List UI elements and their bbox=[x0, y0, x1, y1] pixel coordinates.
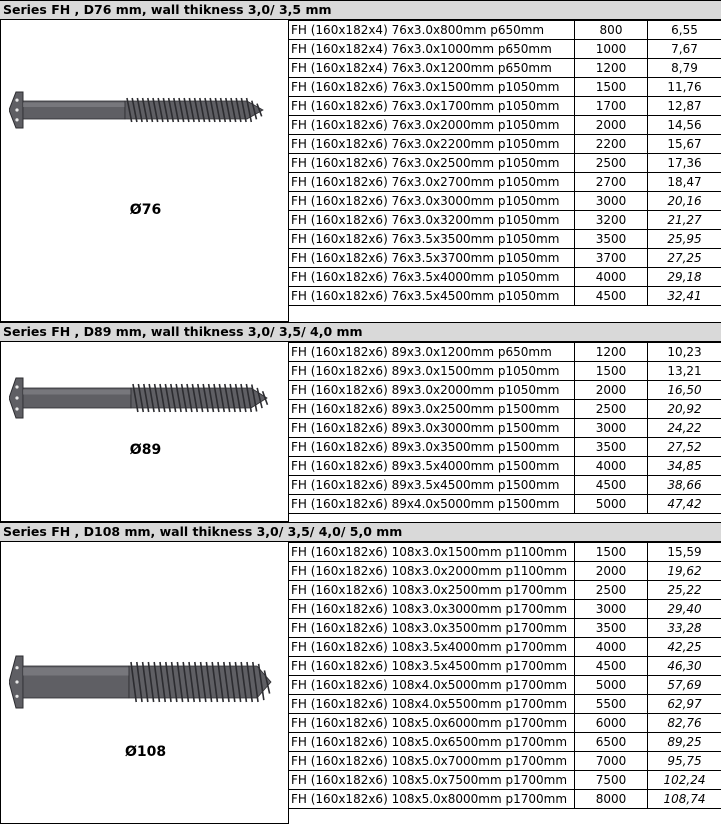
series-d89 bbox=[0, 322, 721, 522]
product-image-cell bbox=[0, 342, 289, 522]
weight-cell: 10,23 bbox=[648, 343, 721, 362]
weight-cell: 89,25 bbox=[648, 733, 721, 752]
spec-table bbox=[288, 20, 721, 306]
weight-cell: 38,66 bbox=[648, 476, 721, 495]
weight-cell: 11,76 bbox=[648, 78, 721, 97]
product-name-cell: FH (160x182x6) 89x3.0x3500mm p1500mm bbox=[289, 438, 575, 457]
weight-cell: 15,67 bbox=[648, 135, 721, 154]
length-cell: 1200 bbox=[575, 59, 648, 78]
product-name-cell: FH (160x182x6) 76x3.5x4000mm p1050mm bbox=[289, 268, 575, 287]
weight-cell: 102,24 bbox=[648, 771, 721, 790]
length-cell: 1000 bbox=[575, 40, 648, 59]
product-name-cell: FH (160x182x6) 89x3.0x1500mm p1050mm bbox=[289, 362, 575, 381]
product-name-cell: FH (160x182x6) 108x5.0x8000mm p1700mm bbox=[289, 790, 575, 809]
weight-cell: 33,28 bbox=[648, 619, 721, 638]
length-cell: 7000 bbox=[575, 752, 648, 771]
product-name-cell: FH (160x182x6) 76x3.0x1500mm p1050mm bbox=[289, 78, 575, 97]
ground-screw-image bbox=[9, 654, 273, 710]
length-cell: 2500 bbox=[575, 154, 648, 173]
product-name-cell: FH (160x182x6) 108x5.0x7000mm p1700mm bbox=[289, 752, 575, 771]
product-name-cell: FH (160x182x6) 89x4.0x5000mm p1500mm bbox=[289, 495, 575, 514]
weight-cell: 16,50 bbox=[648, 381, 721, 400]
weight-cell: 18,47 bbox=[648, 173, 721, 192]
table-row bbox=[289, 97, 721, 116]
product-name-cell: FH (160x182x6) 108x3.0x1500mm p1100mm bbox=[289, 543, 575, 562]
product-name-cell: FH (160x182x6) 108x3.0x2000mm p1100mm bbox=[289, 562, 575, 581]
product-name-cell: FH (160x182x6) 76x3.0x2500mm p1050mm bbox=[289, 154, 575, 173]
table-row bbox=[289, 676, 721, 695]
weight-cell: 47,42 bbox=[648, 495, 721, 514]
weight-cell: 13,21 bbox=[648, 362, 721, 381]
table-row bbox=[289, 495, 721, 514]
product-name-cell: FH (160x182x6) 108x5.0x6500mm p1700mm bbox=[289, 733, 575, 752]
product-name-cell: FH (160x182x6) 89x3.0x2500mm p1500mm bbox=[289, 400, 575, 419]
weight-cell: 29,40 bbox=[648, 600, 721, 619]
length-cell: 3200 bbox=[575, 211, 648, 230]
flange-bolt-hole bbox=[15, 680, 18, 683]
table-row bbox=[289, 619, 721, 638]
product-name-cell: FH (160x182x4) 76x3.0x1200mm p650mm bbox=[289, 59, 575, 78]
weight-cell: 25,95 bbox=[648, 230, 721, 249]
spec-table bbox=[288, 342, 721, 514]
length-cell: 2200 bbox=[575, 135, 648, 154]
spec-table-body bbox=[289, 21, 721, 306]
diameter-label: Ø76 bbox=[129, 202, 162, 218]
table-row bbox=[289, 695, 721, 714]
weight-cell: 108,74 bbox=[648, 790, 721, 809]
spec-table-body bbox=[289, 343, 721, 514]
spec-table-body bbox=[289, 543, 721, 809]
table-row bbox=[289, 287, 721, 306]
ground-screw-image bbox=[9, 90, 271, 130]
series-title: Series FH , D89 mm, wall thikness 3,0/ 3,5/ 4,0 mm bbox=[0, 322, 721, 342]
product-name-cell: FH (160x182x6) 108x4.0x5000mm p1700mm bbox=[289, 676, 575, 695]
pipe-highlight bbox=[23, 668, 129, 676]
pipe-highlight bbox=[23, 103, 125, 108]
weight-cell: 32,41 bbox=[648, 287, 721, 306]
table-row bbox=[289, 657, 721, 676]
length-cell: 2500 bbox=[575, 581, 648, 600]
flange-bolt-hole bbox=[15, 99, 18, 102]
length-cell: 1500 bbox=[575, 543, 648, 562]
length-cell: 3500 bbox=[575, 619, 648, 638]
length-cell: 3500 bbox=[575, 438, 648, 457]
ground-screw-image bbox=[9, 376, 271, 420]
length-cell: 6500 bbox=[575, 733, 648, 752]
table-row bbox=[289, 638, 721, 657]
length-cell: 4000 bbox=[575, 268, 648, 287]
weight-cell: 25,22 bbox=[648, 581, 721, 600]
product-name-cell: FH (160x182x6) 108x3.0x3500mm p1700mm bbox=[289, 619, 575, 638]
weight-cell: 21,27 bbox=[648, 211, 721, 230]
table-row bbox=[289, 600, 721, 619]
product-name-cell: FH (160x182x6) 76x3.0x2000mm p1050mm bbox=[289, 116, 575, 135]
table-row bbox=[289, 59, 721, 78]
weight-cell: 17,36 bbox=[648, 154, 721, 173]
flange-bolt-hole bbox=[15, 407, 18, 410]
length-cell: 3000 bbox=[575, 192, 648, 211]
series-d76 bbox=[0, 0, 721, 322]
weight-cell: 20,92 bbox=[648, 400, 721, 419]
product-name-cell: FH (160x182x6) 76x3.5x3500mm p1050mm bbox=[289, 230, 575, 249]
flange-bolt-hole bbox=[15, 108, 18, 111]
product-name-cell: FH (160x182x6) 89x3.5x4000mm p1500mm bbox=[289, 457, 575, 476]
length-cell: 2000 bbox=[575, 381, 648, 400]
table-row bbox=[289, 40, 721, 59]
table-row bbox=[289, 562, 721, 581]
table-row bbox=[289, 173, 721, 192]
flange-bolt-hole bbox=[15, 666, 18, 669]
product-name-cell: FH (160x182x6) 76x3.0x3000mm p1050mm bbox=[289, 192, 575, 211]
product-name-cell: FH (160x182x6) 108x3.5x4000mm p1700mm bbox=[289, 638, 575, 657]
length-cell: 2500 bbox=[575, 400, 648, 419]
length-cell: 5000 bbox=[575, 676, 648, 695]
table-row bbox=[289, 192, 721, 211]
table-row bbox=[289, 543, 721, 562]
length-cell: 6000 bbox=[575, 714, 648, 733]
table-row bbox=[289, 752, 721, 771]
table-row bbox=[289, 249, 721, 268]
table-row bbox=[289, 381, 721, 400]
series-title: Series FH , D108 mm, wall thikness 3,0/ 3,5/ 4,0/ 5,0 mm bbox=[0, 522, 721, 542]
length-cell: 2700 bbox=[575, 173, 648, 192]
product-name-cell: FH (160x182x6) 76x3.0x2700mm p1050mm bbox=[289, 173, 575, 192]
table-row bbox=[289, 343, 721, 362]
weight-cell: 6,55 bbox=[648, 21, 721, 40]
weight-cell: 27,25 bbox=[648, 249, 721, 268]
length-cell: 4500 bbox=[575, 287, 648, 306]
weight-cell: 12,87 bbox=[648, 97, 721, 116]
table-row bbox=[289, 78, 721, 97]
product-name-cell: FH (160x182x6) 76x3.0x2200mm p1050mm bbox=[289, 135, 575, 154]
product-name-cell: FH (160x182x6) 108x3.5x4500mm p1700mm bbox=[289, 657, 575, 676]
table-row bbox=[289, 135, 721, 154]
weight-cell: 19,62 bbox=[648, 562, 721, 581]
length-cell: 3700 bbox=[575, 249, 648, 268]
product-image-cell bbox=[0, 20, 289, 322]
weight-cell: 27,52 bbox=[648, 438, 721, 457]
diameter-label: Ø89 bbox=[129, 442, 162, 458]
length-cell: 3000 bbox=[575, 600, 648, 619]
table-row bbox=[289, 21, 721, 40]
table-row bbox=[289, 400, 721, 419]
weight-cell: 42,25 bbox=[648, 638, 721, 657]
product-name-cell: FH (160x182x6) 89x3.0x3000mm p1500mm bbox=[289, 419, 575, 438]
table-row bbox=[289, 581, 721, 600]
length-cell: 2000 bbox=[575, 116, 648, 135]
weight-cell: 34,85 bbox=[648, 457, 721, 476]
table-row bbox=[289, 230, 721, 249]
series-d108 bbox=[0, 522, 721, 824]
table-row bbox=[289, 419, 721, 438]
length-cell: 4500 bbox=[575, 476, 648, 495]
length-cell: 3500 bbox=[575, 230, 648, 249]
weight-cell: 46,30 bbox=[648, 657, 721, 676]
series-title: Series FH , D76 mm, wall thikness 3,0/ 3,5 mm bbox=[0, 0, 721, 20]
product-name-cell: FH (160x182x6) 89x3.0x1200mm p650mm bbox=[289, 343, 575, 362]
length-cell: 1500 bbox=[575, 78, 648, 97]
flange-bolt-hole bbox=[15, 396, 18, 399]
table-row bbox=[289, 733, 721, 752]
length-cell: 2000 bbox=[575, 562, 648, 581]
product-name-cell: FH (160x182x6) 76x3.0x3200mm p1050mm bbox=[289, 211, 575, 230]
weight-cell: 14,56 bbox=[648, 116, 721, 135]
flange-bolt-hole bbox=[15, 385, 18, 388]
table-row bbox=[289, 714, 721, 733]
product-name-cell: FH (160x182x6) 89x3.0x2000mm p1050mm bbox=[289, 381, 575, 400]
table-row bbox=[289, 362, 721, 381]
weight-cell: 95,75 bbox=[648, 752, 721, 771]
product-name-cell: FH (160x182x6) 108x3.0x3000mm p1700mm bbox=[289, 600, 575, 619]
weight-cell: 15,59 bbox=[648, 543, 721, 562]
weight-cell: 24,22 bbox=[648, 419, 721, 438]
length-cell: 800 bbox=[575, 21, 648, 40]
weight-cell: 7,67 bbox=[648, 40, 721, 59]
length-cell: 5000 bbox=[575, 495, 648, 514]
product-name-cell: FH (160x182x4) 76x3.0x800mm p650mm bbox=[289, 21, 575, 40]
product-name-cell: FH (160x182x6) 108x3.0x2500mm p1700mm bbox=[289, 581, 575, 600]
product-name-cell: FH (160x182x6) 108x4.0x5500mm p1700mm bbox=[289, 695, 575, 714]
weight-cell: 57,69 bbox=[648, 676, 721, 695]
weight-cell: 82,76 bbox=[648, 714, 721, 733]
length-cell: 8000 bbox=[575, 790, 648, 809]
product-name-cell: FH (160x182x6) 108x5.0x7500mm p1700mm bbox=[289, 771, 575, 790]
table-row bbox=[289, 476, 721, 495]
table-row bbox=[289, 268, 721, 287]
weight-cell: 62,97 bbox=[648, 695, 721, 714]
table-row bbox=[289, 790, 721, 809]
product-image-cell bbox=[0, 542, 289, 824]
length-cell: 1200 bbox=[575, 343, 648, 362]
pipe-highlight bbox=[23, 390, 131, 395]
diameter-label: Ø108 bbox=[124, 744, 167, 760]
spec-table bbox=[288, 542, 721, 809]
length-cell: 3000 bbox=[575, 419, 648, 438]
weight-cell: 8,79 bbox=[648, 59, 721, 78]
product-name-cell: FH (160x182x6) 76x3.0x1700mm p1050mm bbox=[289, 97, 575, 116]
table-row bbox=[289, 116, 721, 135]
product-name-cell: FH (160x182x4) 76x3.0x1000mm p650mm bbox=[289, 40, 575, 59]
length-cell: 4000 bbox=[575, 638, 648, 657]
length-cell: 5500 bbox=[575, 695, 648, 714]
flange-bolt-hole bbox=[15, 695, 18, 698]
weight-cell: 29,18 bbox=[648, 268, 721, 287]
length-cell: 4500 bbox=[575, 657, 648, 676]
weight-cell: 20,16 bbox=[648, 192, 721, 211]
product-name-cell: FH (160x182x6) 108x5.0x6000mm p1700mm bbox=[289, 714, 575, 733]
table-row bbox=[289, 771, 721, 790]
length-cell: 1500 bbox=[575, 362, 648, 381]
product-name-cell: FH (160x182x6) 76x3.5x4500mm p1050mm bbox=[289, 287, 575, 306]
length-cell: 7500 bbox=[575, 771, 648, 790]
length-cell: 4000 bbox=[575, 457, 648, 476]
table-row bbox=[289, 154, 721, 173]
table-row bbox=[289, 457, 721, 476]
length-cell: 1700 bbox=[575, 97, 648, 116]
table-row bbox=[289, 438, 721, 457]
product-name-cell: FH (160x182x6) 76x3.5x3700mm p1050mm bbox=[289, 249, 575, 268]
flange-bolt-hole bbox=[15, 118, 18, 121]
product-name-cell: FH (160x182x6) 89x3.5x4500mm p1500mm bbox=[289, 476, 575, 495]
table-row bbox=[289, 211, 721, 230]
